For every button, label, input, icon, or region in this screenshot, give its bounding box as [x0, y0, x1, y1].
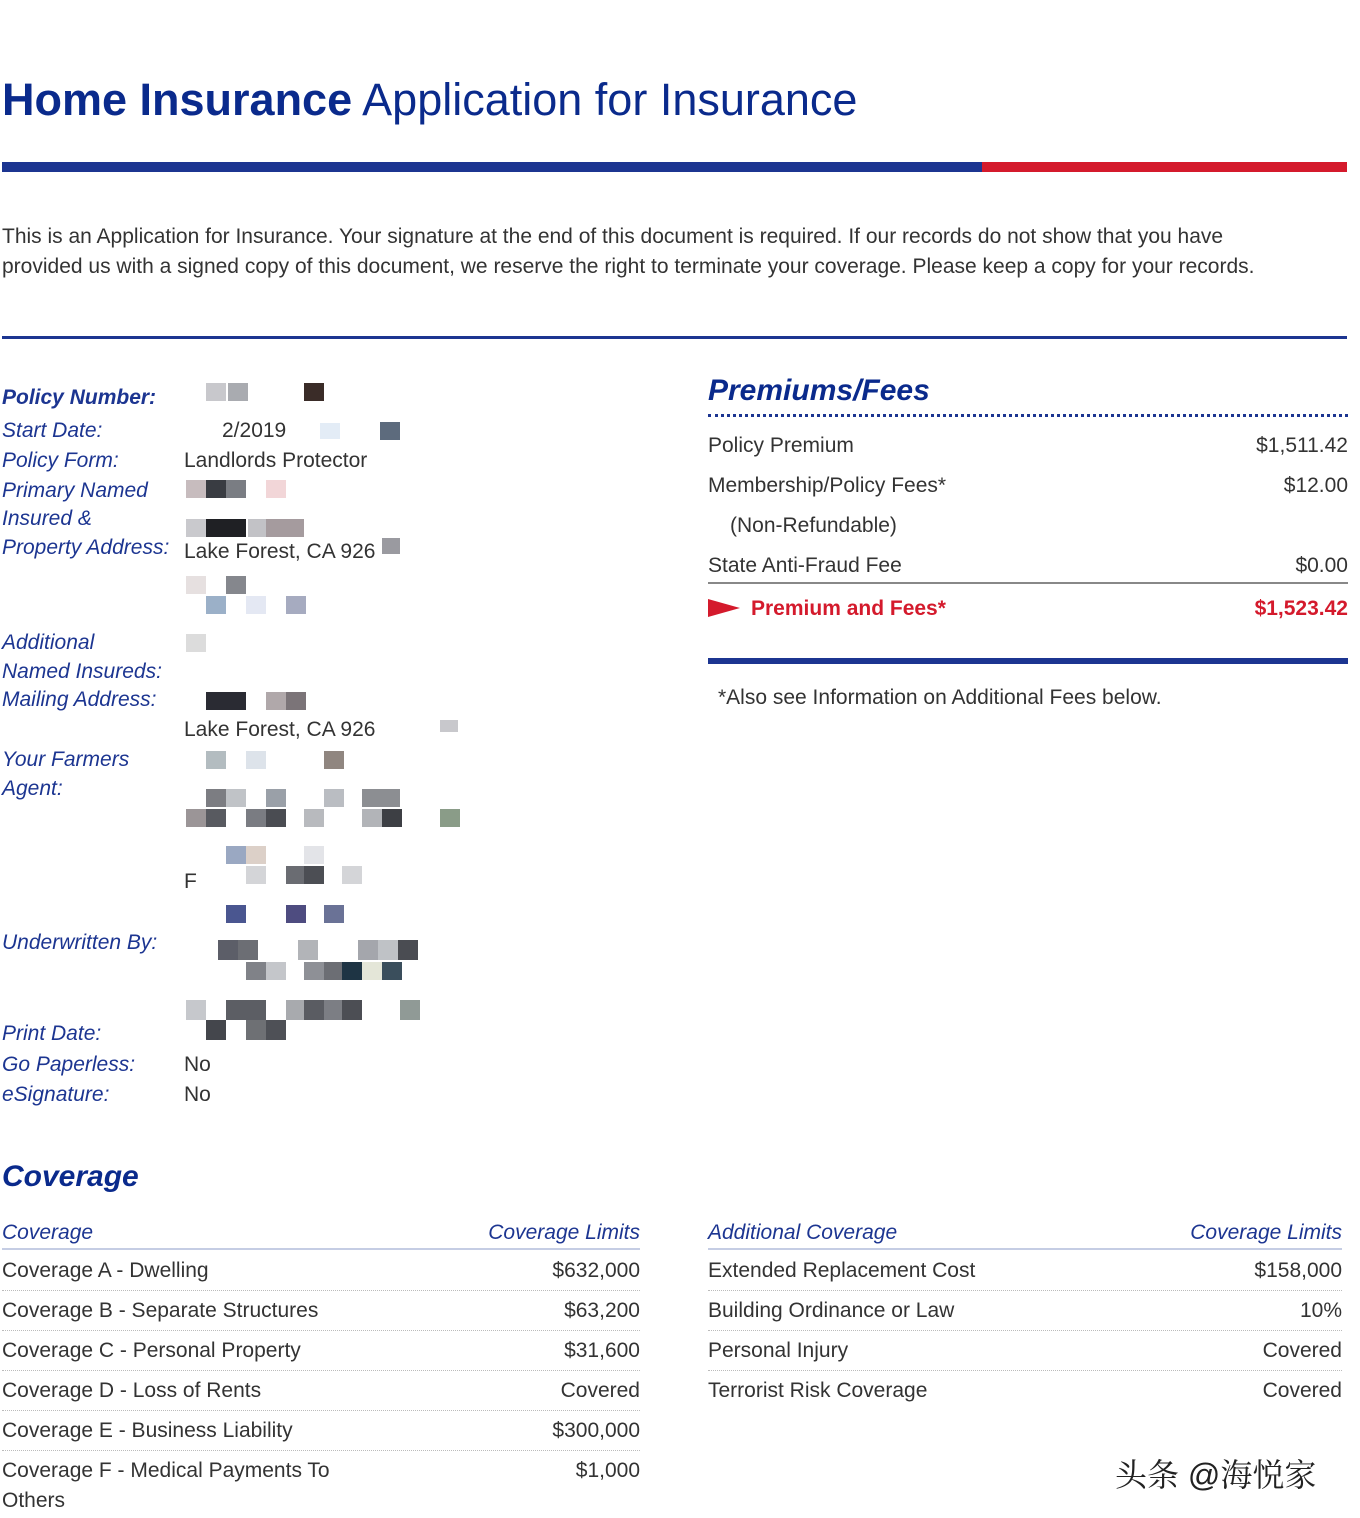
premium-row-label: Policy Premium: [708, 434, 854, 457]
row-divider: [2, 1410, 640, 1411]
start-date-label: Start Date:: [2, 419, 103, 442]
premium-total-row: [708, 594, 1348, 624]
coverage-limit: Covered: [560, 1379, 640, 1402]
additional-limit: Covered: [1262, 1379, 1342, 1402]
additional-limit: Covered: [1262, 1339, 1342, 1362]
table-row: [2, 1376, 640, 1406]
header-rule-red: [982, 162, 1347, 172]
additional-coverage-header: [708, 1218, 1342, 1248]
print-date-label: Print Date:: [2, 1022, 102, 1045]
coverage-name: Coverage F - Medical Payments To: [2, 1459, 330, 1482]
additional-coverage-table: [708, 1218, 1342, 1406]
agent-label-1: Your Farmers: [2, 748, 130, 771]
additional-name: Terrorist Risk Coverage: [708, 1379, 928, 1402]
additional-name: Building Ordinance or Law: [708, 1299, 955, 1322]
additional-named-label-1: Additional: [2, 631, 95, 654]
coverage-table-header: [2, 1218, 640, 1248]
go-paperless-label: Go Paperless:: [2, 1053, 136, 1076]
row-divider: [2, 1330, 640, 1331]
go-paperless-value: No: [184, 1053, 211, 1076]
coverage-limit: $1,000: [575, 1459, 640, 1482]
premium-row-label: (Non-Refundable): [730, 514, 897, 537]
premiums-title: Premiums/Fees: [708, 374, 930, 407]
agent-partial-text: F: [184, 870, 197, 893]
intro-paragraph: [2, 222, 1342, 282]
premium-row-label: State Anti-Fraud Fee: [708, 554, 902, 577]
esignature-value: No: [184, 1083, 211, 1106]
agent-label-2: Agent:: [2, 777, 63, 800]
premium-row-label: Membership/Policy Fees*: [708, 474, 947, 497]
premium-row-nonrefundable: [730, 511, 1348, 541]
coverage-name: Coverage C - Personal Property: [2, 1339, 301, 1362]
coverage-name-cont: Others: [2, 1489, 66, 1512]
additional-limit: $158,000: [1254, 1259, 1342, 1282]
row-divider: [708, 1330, 1342, 1331]
table-row: [2, 1456, 640, 1486]
mailing-address-city: Lake Forest, CA 926: [184, 718, 376, 741]
primary-named-label-2: Insured &: [2, 507, 92, 530]
additional-limit: 10%: [1299, 1299, 1342, 1322]
row-divider: [708, 1370, 1342, 1371]
primary-named-label-3: Property Address:: [2, 536, 170, 559]
table-row-continuation: [2, 1486, 640, 1516]
page-title: [2, 74, 857, 126]
title-light: Application for Insurance: [362, 74, 858, 125]
additional-name: Personal Injury: [708, 1339, 849, 1362]
coverage-name: Coverage D - Loss of Rents: [2, 1379, 262, 1402]
additional-named-label-2: Named Insureds:: [2, 660, 162, 683]
title-bold: Home Insurance: [2, 74, 353, 125]
additional-header-rule: [708, 1248, 1342, 1250]
row-divider: [2, 1450, 640, 1451]
header-rule-blue: [2, 162, 982, 172]
table-row: [708, 1256, 1342, 1286]
premium-row-antifraud: [708, 551, 1348, 581]
coverage-title: Coverage: [2, 1160, 139, 1193]
esignature-label: eSignature:: [2, 1083, 110, 1106]
premium-row-policy: [708, 431, 1348, 461]
underwritten-by-label: Underwritten By:: [2, 931, 158, 954]
table-row: [708, 1376, 1342, 1406]
premium-row-membership: [708, 471, 1348, 501]
table-row: [2, 1336, 640, 1366]
table-row: [2, 1416, 640, 1446]
additional-name: Extended Replacement Cost: [708, 1259, 976, 1282]
flag-arrow-icon: [708, 599, 740, 617]
primary-named-label-1: Primary Named: [2, 479, 148, 502]
intro-line-2: provided us with a signed copy of this document, we reserve the right to terminate your coverage. Please keep a copy for your records.: [2, 255, 1255, 278]
coverage-name: Coverage E - Business Liability: [2, 1419, 293, 1442]
coverage-header-name: Coverage: [2, 1221, 94, 1244]
coverage-header-limits: Coverage Limits: [488, 1221, 640, 1244]
premiums-subtotal-rule: [708, 582, 1348, 584]
table-row: [708, 1336, 1342, 1366]
premium-row-amount: $12.00: [1283, 474, 1348, 497]
section-divider: [2, 336, 1347, 339]
premium-total-amount: $1,523.42: [1254, 597, 1348, 620]
mailing-address-label: Mailing Address:: [2, 688, 157, 711]
row-divider: [2, 1290, 640, 1291]
additional-header-limits: Coverage Limits: [1190, 1221, 1342, 1244]
coverage-limit: $300,000: [552, 1419, 640, 1442]
row-divider: [2, 1370, 640, 1371]
premium-total-label: Premium and Fees*: [751, 597, 946, 620]
intro-line-1: This is an Application for Insurance. Your signature at the end of this document is required. If our records do not show that you have: [2, 225, 1224, 248]
watermark-text: 头条 @海悦家: [1115, 1457, 1317, 1493]
start-date-value: 2/2019: [222, 419, 287, 442]
policy-number-label: Policy Number:: [2, 386, 157, 409]
premiums-bottom-bar: [708, 658, 1348, 664]
coverage-name: Coverage B - Separate Structures: [2, 1299, 319, 1322]
policy-form-value: Landlords Protector: [184, 449, 368, 472]
premium-row-amount: $1,511.42: [1256, 434, 1348, 457]
coverage-table: [2, 1218, 640, 1516]
premium-row-amount: $0.00: [1295, 554, 1348, 577]
row-divider: [708, 1290, 1342, 1291]
coverage-limit: $63,200: [564, 1299, 640, 1322]
coverage-name: Coverage A - Dwelling: [2, 1259, 209, 1282]
premiums-footnote: *Also see Information on Additional Fees below.: [718, 686, 1162, 709]
additional-header-name: Additional Coverage: [708, 1221, 898, 1244]
table-row: [2, 1296, 640, 1326]
property-address-city: Lake Forest, CA 926: [184, 540, 376, 563]
coverage-limit: $31,600: [564, 1339, 640, 1362]
coverage-header-rule: [2, 1248, 640, 1250]
coverage-limit: $632,000: [552, 1259, 640, 1282]
policy-form-label: Policy Form:: [2, 449, 119, 472]
premiums-dotted-rule: [708, 414, 1348, 417]
table-row: [2, 1256, 640, 1286]
table-row: [708, 1296, 1342, 1326]
